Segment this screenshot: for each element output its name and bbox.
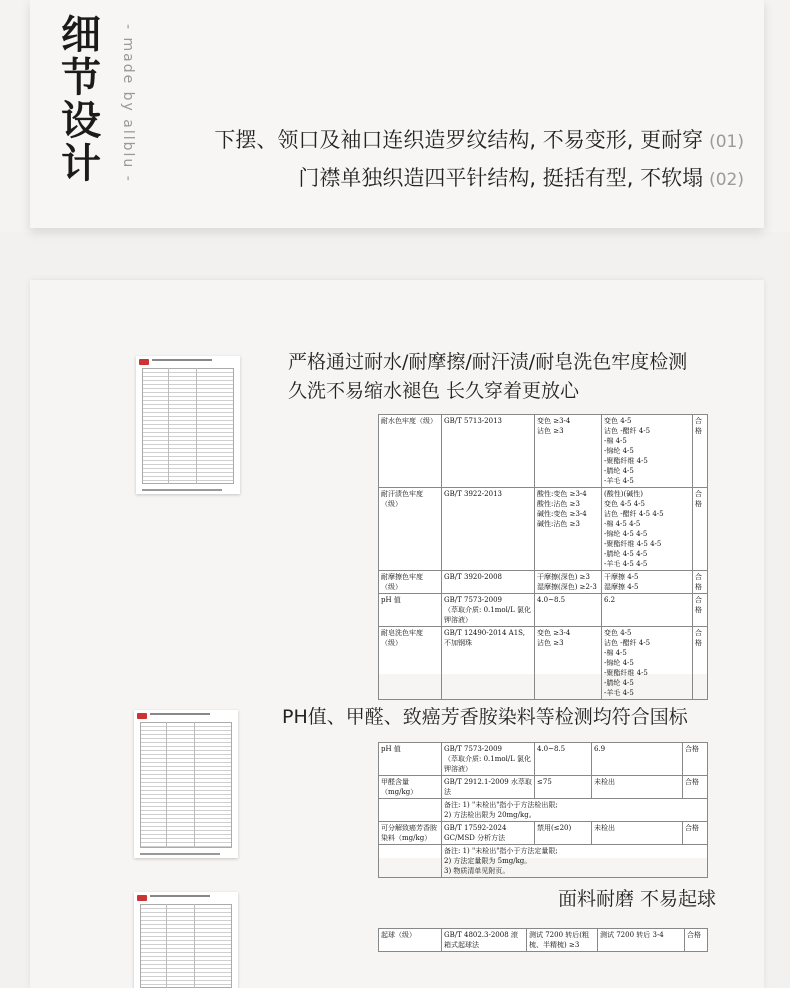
table-row [379,845,708,878]
report-table [378,928,708,952]
table-cell: (酸性)(碱性) 变色 4-5 4-5 沾色 -醋纤 4-5 4-5 -棉 4-5 4-5 -锦纶 4-5 4-5 -聚酯纤维 4-5 4-5 -腈纶 4-5 4-5 -羊毛 4-5 4-5 [602,488,693,571]
table-cell [379,845,442,878]
feature-text: 下摆、领口及袖口连织造罗纹结构, 不易变形, 更耐穿 [214,128,704,152]
table-row [379,571,708,594]
hero-title [58,14,104,186]
report-table-3 [378,928,708,952]
section-heading-2 [282,702,688,729]
report-column-line [196,368,197,484]
table-cell: GB/T 3922-2013 [442,488,535,571]
table-row [379,594,708,627]
report-logo-icon [137,713,147,719]
report-rows [142,368,234,484]
report-table [378,414,708,700]
table-cell: pH 值 [379,743,442,776]
table-cell: 备注: 1) "未检出"指小于方法定量限; 2) 方法定量限为 5mg/kg。 3) 物质清单见附页。 [442,845,708,878]
heading-line: PH值、甲醛、致癌芳香胺染料等检测均符合国标 [282,706,688,728]
heading-line: 严格通过耐水/耐摩擦/耐汗渍/耐皂洗色牢度检测 [288,351,688,373]
report-thumbnail [134,892,238,988]
table-cell: 酸性:变色 ≥3-4 酸性:沾色 ≥3 碱性:变色 ≥3-4 碱性:沾色 ≥3 [535,488,602,571]
report-rows [140,904,232,988]
table-cell: 起球（级） [379,929,442,952]
feature-line-1 [214,124,744,154]
section-heading-1 [288,348,687,406]
feature-number: (01) [709,132,744,152]
table-cell: 6.9 [592,743,683,776]
table-cell: 合格 [685,929,708,952]
table-cell: GB/T 17592-2024 GC/MSD 分析方法 [442,822,535,845]
feature-number: (02) [709,170,744,190]
table-cell: 干摩擦 4-5 湿摩擦 4-5 [602,571,693,594]
table-cell: 测试 7200 转后(粗梳、半精梳) ≥3 [527,929,598,952]
table-row [379,415,708,488]
report-header-line [150,713,210,715]
report-column-line [194,904,195,988]
table-cell: 合格 [693,571,708,594]
table-cell: 甲醛含量（mg/kg） [379,776,442,799]
hero-card [30,0,764,228]
table-row [379,822,708,845]
title-char: 节 [61,55,101,101]
report-table [378,742,708,878]
report-column-line [194,722,195,848]
table-cell: 合格 [693,627,708,700]
table-cell: 变色 4-5 沾色 -醋纤 4-5 -棉 4-5 -锦纶 4-5 -聚酯纤维 4-5 -腈纶 4-5 -羊毛 4-5 [602,627,693,700]
table-cell: GB/T 2912.1-2009 水萃取法 [442,776,535,799]
table-row [379,743,708,776]
table-cell: GB/T 4802.3-2008 滚箱式起球法 [442,929,527,952]
table-cell: pH 值 [379,594,442,627]
table-cell: 合格 [683,776,708,799]
table-cell: 4.0~8.5 [535,594,602,627]
report-logo-icon [137,895,147,901]
heading-line: 久洗不易缩水褪色 长久穿着更放心 [288,380,580,402]
title-char: 计 [61,141,101,187]
table-cell: 未检出 [592,776,683,799]
table-row [379,627,708,700]
table-cell: 变色 4-5 沾色 -醋纤 4-5 -棉 4-5 -锦纶 4-5 -聚酯纤维 4-5 -腈纶 4-5 -羊毛 4-5 [602,415,693,488]
table-cell: 耐皂洗色牢度（级） [379,627,442,700]
table-row [379,929,708,952]
hero-subtitle: - made by allblu - [120,24,136,183]
title-char: 细 [61,12,101,58]
table-cell: 变色 ≥3-4 沾色 ≥3 [535,415,602,488]
feature-line-2 [298,162,744,192]
table-cell: 合格 [683,743,708,776]
report-column-line [166,904,167,988]
heading-line: 面料耐磨 不易起球 [558,888,717,910]
table-cell: GB/T 12490-2014 A1S, 不加钢珠 [442,627,535,700]
table-cell: GB/T 7573-2009 （萃取介质: 0.1mol/L 氯化钾溶液） [442,594,535,627]
table-cell: GB/T 3920-2008 [442,571,535,594]
report-thumbnail [134,710,238,858]
report-column-line [168,368,169,484]
table-cell: 未检出 [592,822,683,845]
report-rows [140,722,232,848]
table-cell: 干摩擦(深色) ≥3 湿摩擦(深色) ≥2-3 [535,571,602,594]
table-cell: 变色 ≥3-4 沾色 ≥3 [535,627,602,700]
table-cell: 合格 [693,594,708,627]
hero-section [0,0,790,232]
table-cell: GB/T 5713-2013 [442,415,535,488]
table-cell: 禁用(≤20) [535,822,592,845]
table-cell: 可分解致癌芳香胺染料（mg/kg） [379,822,442,845]
report-footer-line [140,853,220,855]
title-char: 设 [61,98,101,144]
table-cell: 耐摩擦色牢度（级） [379,571,442,594]
table-row [379,776,708,799]
report-table-2 [378,742,708,875]
report-column-line [166,722,167,848]
table-cell: 备注: 1) "未检出"指小于方法检出限; 2) 方法检出限为 20mg/kg。 [442,799,708,822]
table-cell: ≤75 [535,776,592,799]
table-row [379,799,708,822]
table-row [379,488,708,571]
table-cell: 6.2 [602,594,693,627]
report-logo-icon [139,359,149,365]
report-header-line [152,359,212,361]
table-cell: GB/T 7573-2009 （萃取介质: 0.1mol/L 氯化钾溶液） [442,743,535,776]
table-cell: 4.0~8.5 [535,743,592,776]
table-cell: 合格 [693,488,708,571]
table-cell: 合格 [683,822,708,845]
test-report-panel [30,280,764,988]
report-table-1 [378,414,708,697]
table-cell: 耐汗渍色牢度（级） [379,488,442,571]
report-header-line [150,895,210,897]
section-heading-3 [558,884,716,911]
feature-text: 门襟单独织造四平针结构, 挺括有型, 不软塌 [298,166,704,190]
table-cell: 测试 7200 转后 3-4 [598,929,685,952]
table-cell [379,799,442,822]
table-cell: 耐水色牢度（级） [379,415,442,488]
report-thumbnail [136,356,240,494]
report-footer-line [142,489,222,491]
table-cell: 合格 [693,415,708,488]
